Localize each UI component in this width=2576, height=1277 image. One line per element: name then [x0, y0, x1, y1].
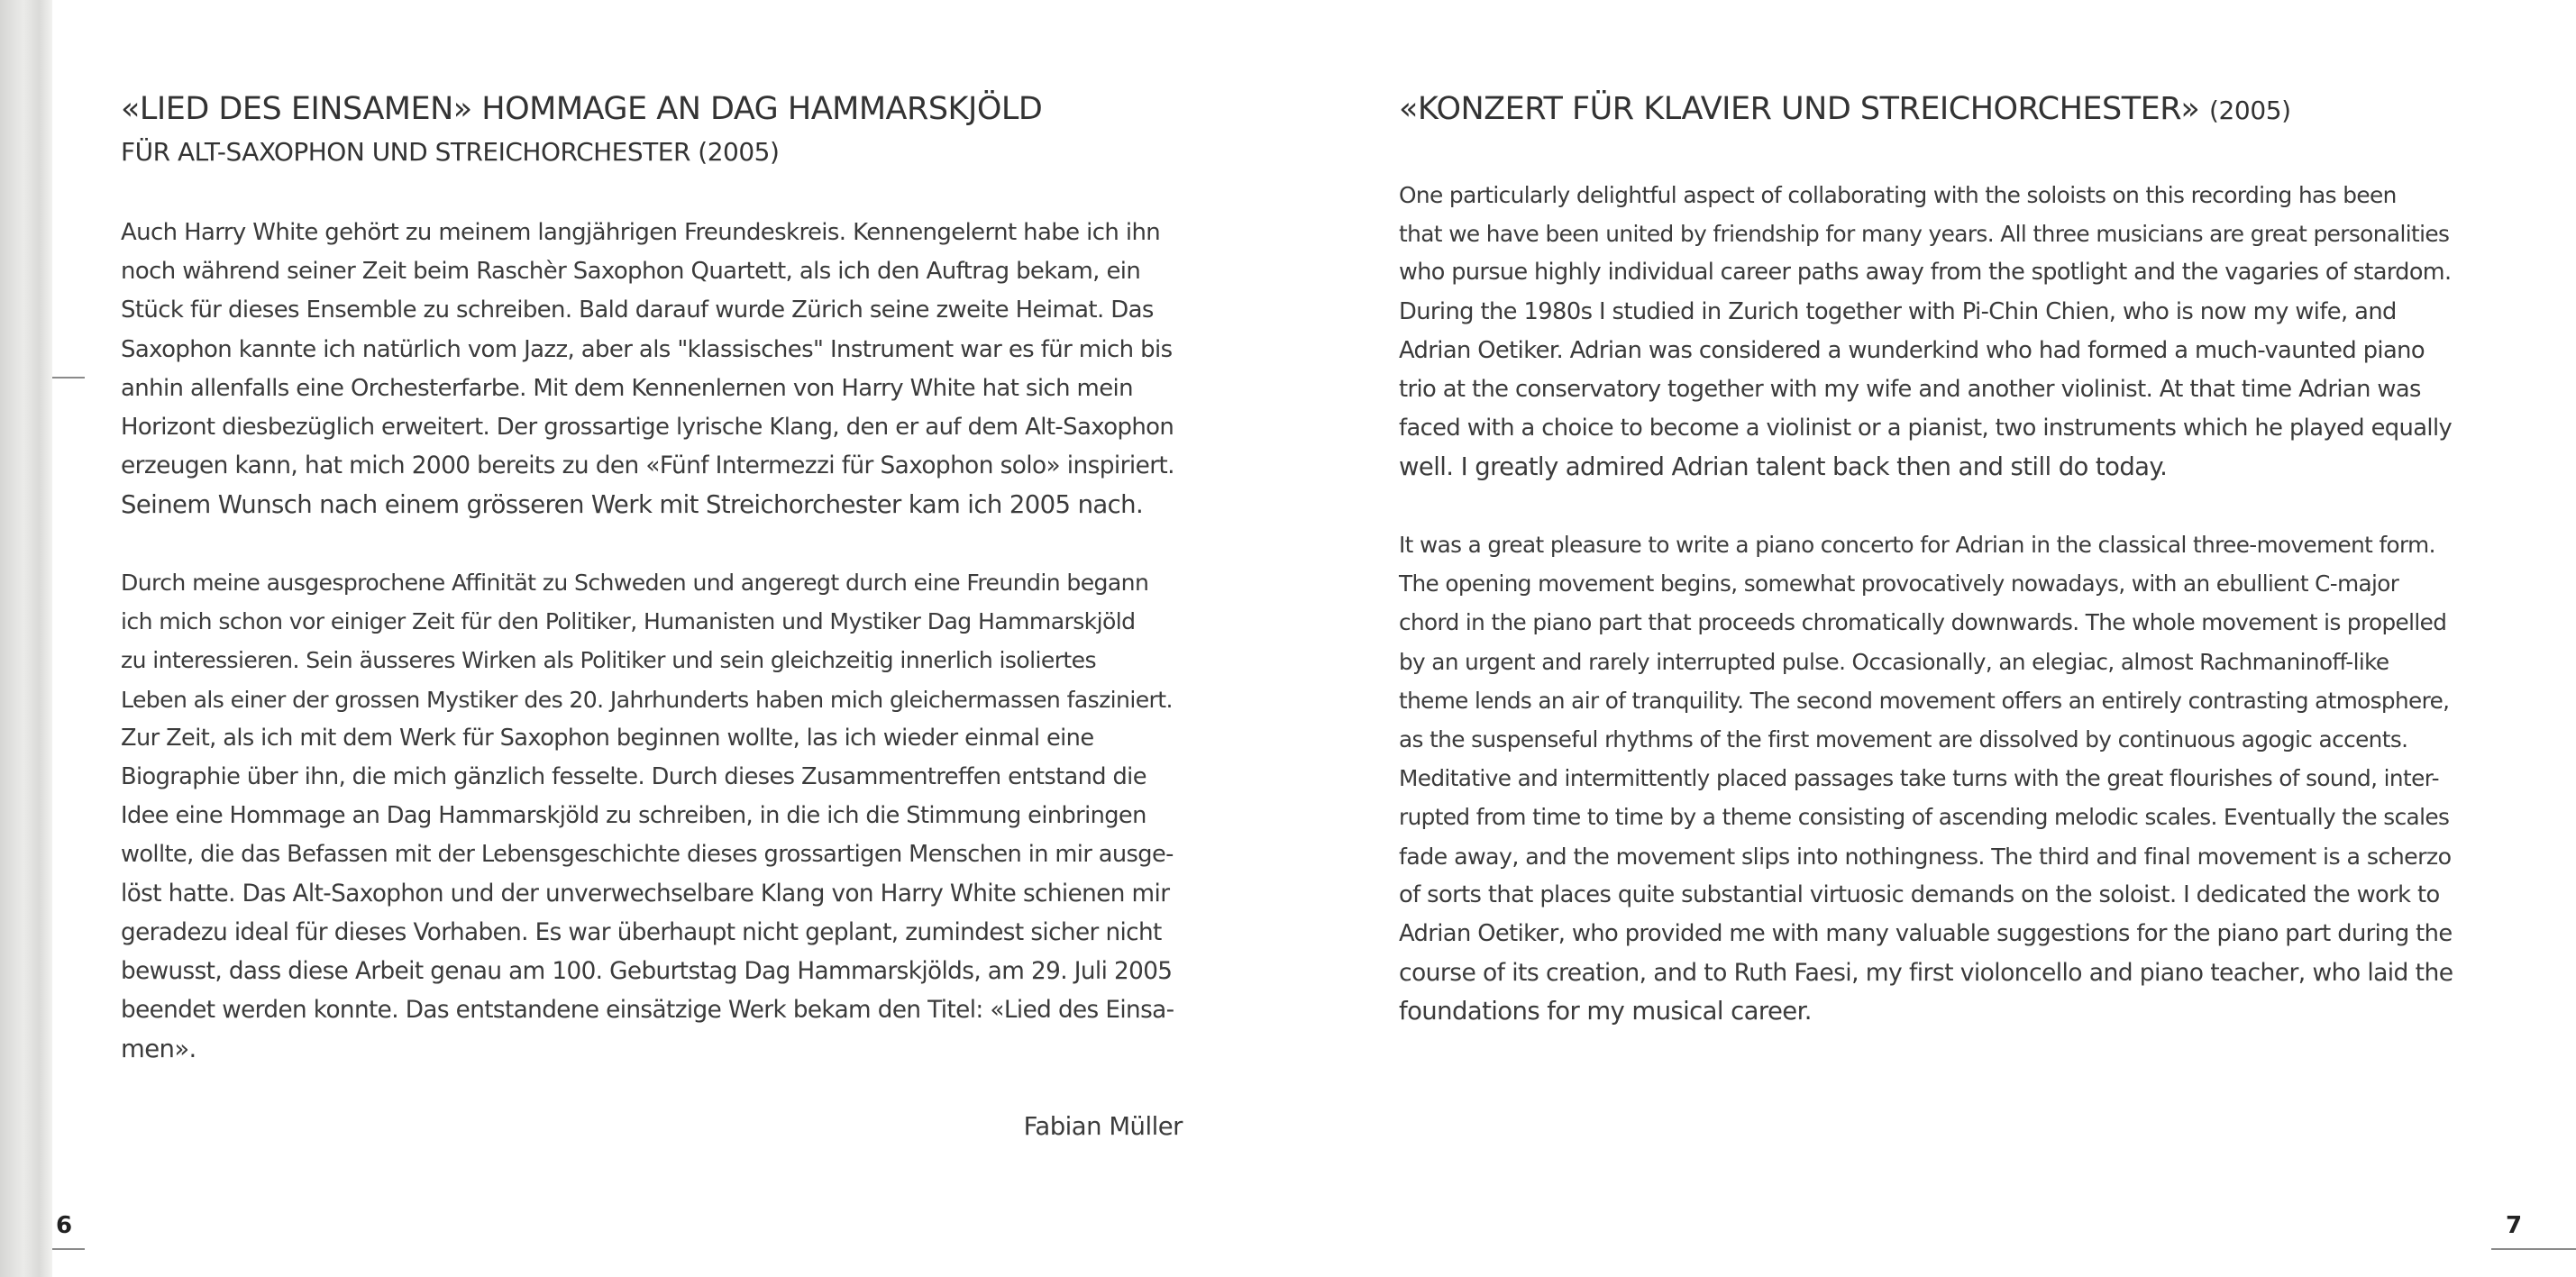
text-line: Biographie über ihn, die mich gänzlich fesselte. Durch dieses Zusammentreffen entstand die [121, 763, 1146, 791]
text-line: Adrian Oetiker, who provided me with many valuable suggestions for the piano part during the [1399, 920, 2453, 948]
text-line: Saxophon kannte ich natürlich vom Jazz, aber als "klassisches" Instrument war es für mich bis [121, 335, 1173, 363]
page-number: 7 [2506, 1212, 2523, 1239]
text-line: as the suspenseful rhythms of the first movement are dissolved by continuous agogic accents. [1399, 726, 2408, 753]
text-line: erzeugen kann, hat mich 2000 bereits zu den «Fünf Intermezzi für Saxophon solo» inspiriert. [121, 452, 1174, 480]
body-paragraph [121, 563, 1174, 1070]
text-line: Seinem Wunsch nach einem grösseren Werk mit Streichorchester kam ich 2005 nach. [121, 490, 1144, 520]
text-line: rupted from time to time by a theme consisting of ascending melodic scales. Eventually the scales [1399, 804, 2450, 831]
text-line: foundations for my musical career. [1399, 997, 1812, 1026]
text-line: men». [121, 1035, 196, 1064]
text-line: Meditative and intermittently placed passages take turns with the great flourishes of sound, inter- [1399, 765, 2439, 792]
author-signature: Fabian Müller [1023, 1112, 1183, 1141]
text-line: During the 1980s I studied in Zurich together with Pi-Chin Chien, who is now my wife, and [1399, 297, 2397, 325]
text-line: zu interessieren. Sein äusseres Wirken als Politiker und sein gleichzeitig innerlich isoliertes [121, 647, 1096, 674]
text-line: bewusst, dass diese Arbeit genau am 100. Geburtstag Dag Hammarskjölds, am 29. Juli 2005 [121, 958, 1173, 986]
page-number: 6 [56, 1212, 73, 1239]
title-year: (2005) [2208, 96, 2291, 125]
text-line: Leben als einer der grossen Mystiker des 20. Jahrhunderts haben mich gleichermassen fasziniert. [121, 686, 1173, 713]
text-line: well. I greatly admired Adrian talent back then and still do today. [1399, 452, 2168, 482]
text-line: who pursue highly individual career paths away from the spotlight and the vagaries of stardom. [1399, 259, 2452, 287]
text-line: Horizont diesbezüglich erweitert. Der grossartige lyrische Klang, den er auf dem Alt-Saxophon [121, 414, 1174, 442]
page-subtitle: FÜR ALT-SAXOPHON UND STREICHORCHESTER (2005) [121, 137, 780, 167]
text-line: Zur Zeit, als ich mit dem Werk für Saxophon beginnen wollte, las ich wieder einmal eine [121, 724, 1094, 752]
text-line: Durch meine ausgesprochene Affinität zu Schweden und angeregt durch eine Freundin begann [121, 570, 1149, 596]
text-line: Adrian Oetiker. Adrian was considered a wunderkind who had formed a much-vaunted piano [1399, 336, 2425, 364]
right-page [1399, 0, 2461, 1277]
text-line: Idee eine Hommage an Dag Hammarskjöld zu schreiben, in die ich die Stimmung einbringen [121, 802, 1146, 830]
title-text: «KONZERT FÜR KLAVIER UND STREICHORCHESTER» [1399, 91, 2200, 127]
book-spine-shadow [0, 0, 52, 1277]
margin-tick-mark [52, 377, 85, 379]
text-line: beendet werden konnte. Das entstandene einsätzige Werk bekam den Titel: «Lied des Einsa- [121, 997, 1174, 1025]
text-line: noch während seiner Zeit beim Raschèr Saxophon Quartett, als ich den Auftrag bekam, ein [121, 258, 1141, 286]
left-page [121, 0, 1183, 1277]
text-line: Stück für dieses Ensemble zu schreiben. Bald darauf wurde Zürich seine zweite Heimat. Das [121, 296, 1154, 324]
page-title: «LIED DES EINSAMEN» HOMMAGE AN DAG HAMMARSKJÖLD [121, 91, 1043, 127]
text-line: course of its creation, and to Ruth Faesi, my first violoncello and piano teacher, who laid the [1399, 959, 2453, 988]
text-line: that we have been united by friendship for many years. All three musicians are great personalities [1399, 221, 2450, 248]
text-line: chord in the piano part that proceeds chromatically downwards. The whole movement is propelled [1399, 609, 2447, 636]
text-line: theme lends an air of tranquility. The second movement offers an entirely contrasting atmosphere, [1399, 687, 2450, 714]
text-line: wollte, die das Befassen mit der Lebensgeschichte dieses grossartigen Menschen in mir ausge- [121, 841, 1174, 869]
text-line: One particularly delightful aspect of collaborating with the soloists on this recording has been [1399, 182, 2397, 208]
text-line: by an urgent and rarely interrupted pulse. Occasionally, an elegiac, almost Rachmaninoff-like [1399, 648, 2389, 675]
body-paragraph [1399, 176, 2452, 488]
body-paragraph [121, 214, 1174, 525]
text-line: The opening movement begins, somewhat provocatively nowadays, with an ebullient C-major [1399, 570, 2399, 597]
text-line: faced with a choice to become a violinist or a pianist, two instruments which he played equally [1399, 415, 2453, 442]
text-line: of sorts that places quite substantial virtuosic demands on the soloist. I dedicated the work to [1399, 880, 2440, 908]
text-line: It was a great pleasure to write a piano concerto for Adrian in the classical three-movement form. [1399, 532, 2435, 558]
footer-rule-right [2491, 1248, 2576, 1250]
footer-rule-left [52, 1248, 85, 1250]
text-line: geradezu ideal für dieses Vorhaben. Es war überhaupt nicht geplant, zumindest sicher nicht [121, 918, 1162, 946]
text-line: ich mich schon vor einiger Zeit für den Politiker, Humanisten und Mystiker Dag Hammarskjöld [121, 608, 1136, 635]
text-line: trio at the conservatory together with my wife and another violinist. At that time Adrian was [1399, 376, 2421, 404]
text-line: löst hatte. Das Alt-Saxophon und der unverwechselbare Klang von Harry White schienen mir [121, 880, 1170, 908]
page-title [1399, 91, 2291, 127]
text-line: anhin allenfalls eine Orchesterfarbe. Mit dem Kennenlernen von Harry White hat sich mein [121, 374, 1133, 402]
text-line: Auch Harry White gehört zu meinem langjährigen Freundeskreis. Kennengelernt habe ich ihn [121, 219, 1161, 246]
body-paragraph [1399, 525, 2453, 1032]
text-line: fade away, and the movement slips into nothingness. The third and final movement is a scherzo [1399, 843, 2452, 870]
